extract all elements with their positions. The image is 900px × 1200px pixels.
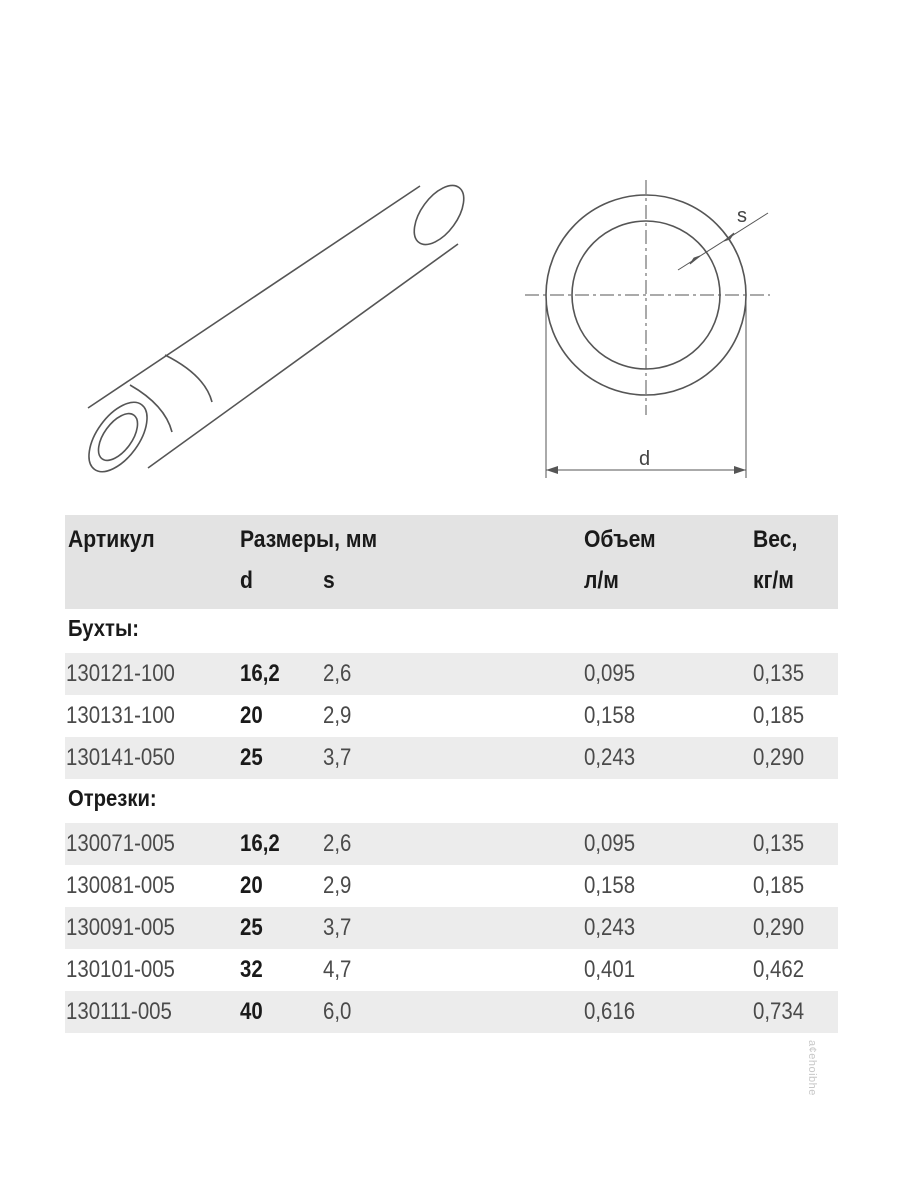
cell-s: 3,7	[323, 744, 352, 771]
cell-d: 32	[240, 956, 263, 983]
table-header	[65, 515, 838, 609]
cell-s: 2,6	[323, 830, 352, 857]
header-volume-unit: л/м	[584, 567, 619, 594]
section-title: Отрезки:	[68, 785, 157, 811]
cell-volume: 0,616	[584, 998, 636, 1025]
pipe-isometric-drawing	[77, 177, 473, 482]
header-s: s	[323, 567, 335, 594]
table-row	[65, 991, 838, 1033]
dimension-label-d: d	[639, 448, 651, 470]
pipe-cross-section-drawing	[525, 180, 770, 478]
table-row	[65, 949, 838, 991]
cell-article: 130091-005	[66, 914, 175, 941]
cell-s: 2,6	[323, 660, 352, 687]
cell-article: 130081-005	[66, 872, 175, 899]
cell-article: 130111-005	[66, 998, 172, 1025]
cell-weight: 0,462	[753, 956, 805, 983]
cell-d: 20	[240, 702, 263, 729]
cell-weight: 0,135	[753, 830, 805, 857]
cell-weight: 0,290	[753, 914, 805, 941]
section-heading	[65, 609, 838, 653]
cell-d: 25	[240, 914, 263, 941]
table-row	[65, 907, 838, 949]
cell-s: 2,9	[323, 872, 352, 899]
header-weight: Вес,	[753, 526, 798, 553]
section-title: Бухты:	[68, 615, 139, 641]
cell-article: 130121-100	[66, 660, 175, 687]
cell-article: 130131-100	[66, 702, 175, 729]
cell-volume: 0,095	[584, 660, 636, 687]
cell-volume: 0,158	[584, 872, 636, 899]
cell-d: 25	[240, 744, 263, 771]
cell-s: 3,7	[323, 914, 352, 941]
pipe-spec-table	[65, 515, 838, 1033]
watermark: a¢ehoibhe	[806, 1040, 818, 1096]
cell-weight: 0,185	[753, 702, 805, 729]
table-row	[65, 865, 838, 907]
cell-s: 6,0	[323, 998, 352, 1025]
header-d: d	[240, 567, 253, 594]
cell-d: 20	[240, 872, 263, 899]
cell-s: 2,9	[323, 702, 352, 729]
cell-volume: 0,243	[584, 744, 636, 771]
table-row	[65, 695, 838, 737]
cell-volume: 0,095	[584, 830, 636, 857]
cell-d: 16,2	[240, 830, 280, 857]
header-dimensions: Размеры, мм	[240, 526, 378, 553]
table-row	[65, 653, 838, 695]
dimension-label-s: s	[737, 205, 747, 227]
table-row	[65, 823, 838, 865]
cell-weight: 0,734	[753, 998, 805, 1025]
cell-volume: 0,243	[584, 914, 636, 941]
pipe-drawings	[0, 150, 900, 490]
cell-s: 4,7	[323, 956, 352, 983]
header-article: Артикул	[68, 526, 155, 553]
cell-d: 40	[240, 998, 263, 1025]
table-row	[65, 737, 838, 779]
cell-weight: 0,135	[753, 660, 805, 687]
cell-volume: 0,401	[584, 956, 636, 983]
cell-article: 130071-005	[66, 830, 175, 857]
header-volume: Объем	[584, 526, 656, 553]
cell-article: 130141-050	[66, 744, 175, 771]
cell-volume: 0,158	[584, 702, 636, 729]
section-heading	[65, 779, 838, 823]
cell-weight: 0,290	[753, 744, 805, 771]
cell-article: 130101-005	[66, 956, 175, 983]
cell-weight: 0,185	[753, 872, 805, 899]
cell-d: 16,2	[240, 660, 280, 687]
header-weight-unit: кг/м	[753, 567, 794, 594]
